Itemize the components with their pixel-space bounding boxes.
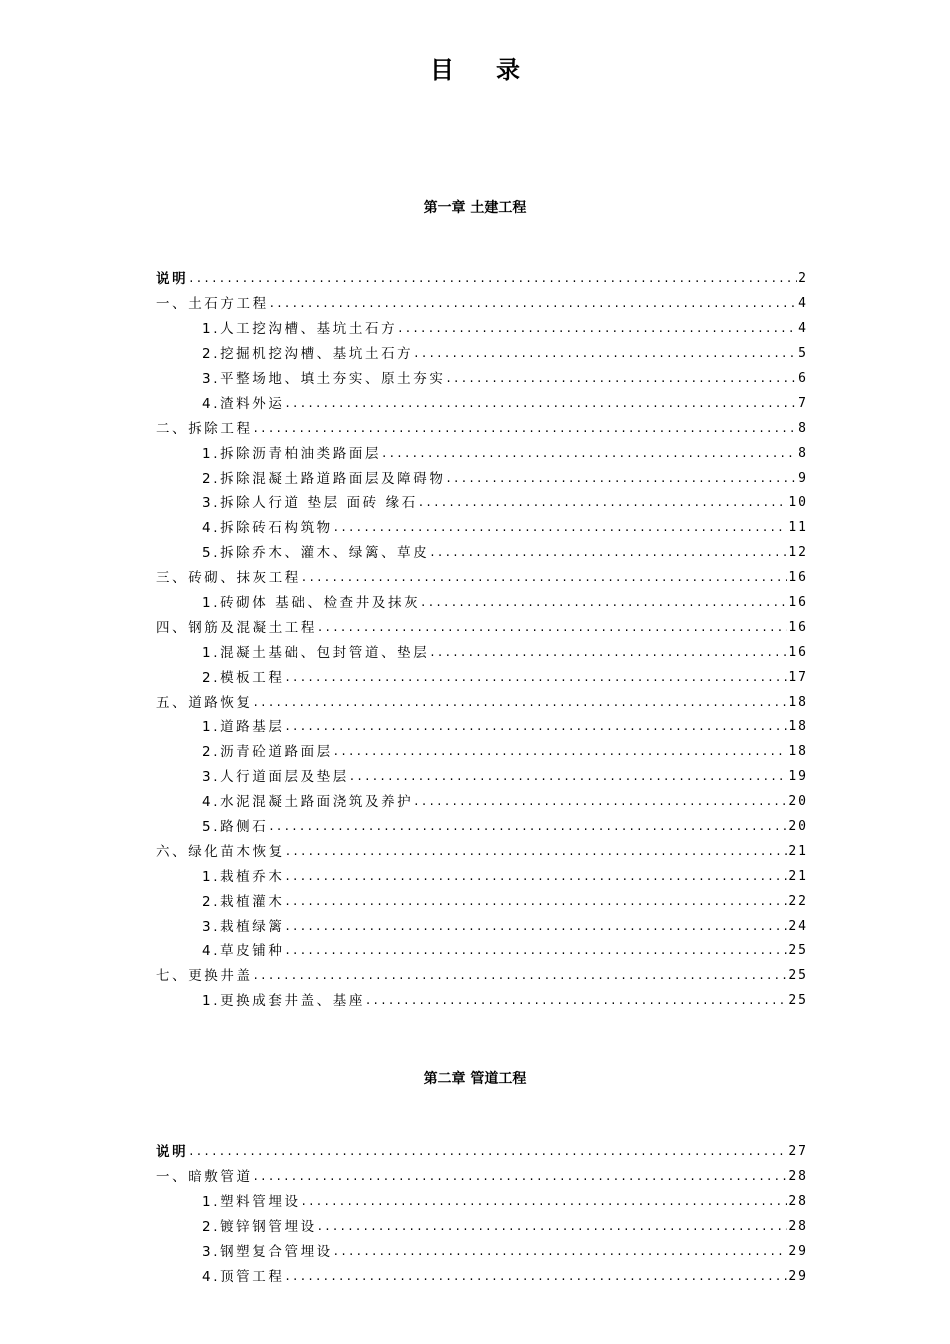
dot-leader [285, 917, 787, 937]
toc-entry-page-number: 25 [788, 943, 808, 959]
toc-entry-label: 1.塑料管埋设 [202, 1194, 301, 1211]
toc-entry-page-number: 8 [798, 420, 808, 436]
toc-entry[interactable] [156, 1165, 808, 1190]
toc-entry-label: 2.沥青砼道路面层 [202, 744, 333, 761]
toc-entry-label: 2.栽植灌木 [202, 893, 285, 910]
toc-entry-label: 4.渣料外运 [202, 395, 285, 412]
toc-entry-page-number: 2 [798, 271, 808, 287]
toc-entry[interactable] [156, 491, 808, 516]
toc-entry-page-number: 18 [788, 719, 808, 735]
dot-leader [334, 1242, 788, 1262]
toc-entry[interactable] [156, 1215, 808, 1240]
dot-leader [285, 892, 787, 912]
dot-leader [254, 693, 788, 713]
toc-entry-label: 5.路侧石 [202, 819, 269, 836]
toc-entry[interactable] [156, 1264, 808, 1289]
toc-entry-page-number: 6 [798, 371, 808, 386]
toc-entry[interactable] [156, 889, 808, 914]
toc-entry[interactable] [156, 665, 808, 690]
dot-leader [285, 941, 787, 961]
toc-entry-label: 1.混凝土基础、包封管道、垫层 [202, 644, 430, 661]
toc-entry[interactable] [156, 615, 808, 640]
dot-leader [366, 991, 787, 1011]
toc-entry-page-number: 28 [788, 1219, 808, 1235]
toc-entry-page-number: 22 [788, 893, 808, 909]
toc-entry-label: 1.砖砌体 基础、检查井及抹灰 [202, 595, 421, 612]
dot-leader [189, 269, 797, 289]
dot-leader [254, 966, 788, 986]
toc-entry[interactable] [156, 391, 808, 416]
toc-entry-page-number: 16 [788, 644, 808, 660]
dot-leader [254, 1167, 788, 1187]
dot-leader [421, 593, 787, 613]
toc-entry[interactable] [156, 566, 808, 591]
toc-entry-page-number: 27 [788, 1144, 808, 1160]
toc-entry-page-number: 5 [798, 346, 808, 362]
dot-leader [334, 742, 788, 762]
dot-leader [285, 394, 797, 414]
toc-entry-page-number: 29 [788, 1244, 808, 1259]
toc-entry-label: 1.人工挖沟槽、基坑土石方 [202, 321, 398, 338]
toc-entry[interactable] [156, 740, 808, 765]
dot-leader [318, 1217, 788, 1237]
toc-entry-page-number: 19 [788, 769, 808, 785]
toc-entry-label: 1.栽植乔木 [202, 868, 285, 885]
toc-entry[interactable] [156, 640, 808, 665]
toc-entry-label: 1.道路基层 [202, 719, 285, 736]
toc-entry[interactable] [156, 690, 808, 715]
dot-leader [430, 643, 787, 663]
toc-entry-page-number: 21 [788, 843, 808, 859]
toc-entry-page-number: 9 [798, 470, 808, 486]
toc-entry-label: 5.拆除乔木、灌木、绿篱、草皮 [202, 545, 430, 562]
dot-leader [414, 792, 787, 812]
dot-leader [419, 493, 787, 513]
toc-entry-page-number: 8 [798, 445, 808, 461]
toc-entry-page-number: 12 [788, 545, 808, 561]
toc-entry-page-number: 20 [788, 819, 808, 835]
dot-leader [254, 419, 798, 439]
toc-entry-page-number: 25 [788, 968, 808, 984]
toc-entry-label: 4.顶管工程 [202, 1268, 285, 1285]
toc-entry-page-number: 18 [788, 694, 808, 710]
toc-entry-label: 3.平整场地、填土夯实、原土夯实 [202, 371, 446, 387]
toc-entry[interactable] [156, 1240, 808, 1265]
toc-entry-label: 4.拆除砖石构筑物 [202, 520, 333, 537]
toc-entry[interactable] [156, 815, 808, 840]
toc-entry-label: 五、道路恢复 [156, 694, 253, 711]
toc-entry-label: 说明 [156, 1144, 189, 1161]
toc-entry-page-number: 29 [788, 1268, 808, 1284]
toc-entry[interactable] [156, 516, 808, 541]
toc-entry-label: 2.镀锌钢管埋设 [202, 1219, 317, 1236]
toc-entry-label: 4.水泥混凝土路面浇筑及养护 [202, 794, 414, 811]
toc-entry-page-number: 17 [788, 669, 808, 685]
toc-entry[interactable] [156, 441, 808, 466]
toc-entry-page-number: 28 [788, 1194, 808, 1210]
toc-entry-page-number: 25 [788, 993, 808, 1009]
toc-entry-label: 说明 [156, 271, 189, 288]
toc-entry-label: 1.更换成套井盖、基座 [202, 993, 365, 1010]
dot-leader [302, 1192, 788, 1212]
toc-entry-label: 3.人行道面层及垫层 [202, 769, 349, 786]
toc-entry-label: 一、土石方工程 [156, 296, 269, 313]
toc-entry-page-number: 18 [788, 744, 808, 760]
dot-leader [189, 1142, 787, 1162]
toc-entry[interactable] [156, 416, 808, 441]
toc-entry-page-number: 10 [788, 495, 808, 511]
toc-entry[interactable] [156, 541, 808, 566]
toc-entry[interactable] [156, 317, 808, 342]
dot-leader [285, 867, 787, 887]
toc-entry-label: 七、更换井盖 [156, 968, 253, 985]
toc-entry[interactable] [156, 790, 808, 815]
toc-entry[interactable] [156, 1140, 808, 1165]
toc-entry[interactable] [156, 989, 808, 1014]
toc-entry-label: 四、钢筋及混凝土工程 [156, 619, 317, 636]
toc-entry[interactable] [156, 342, 808, 367]
dot-leader [285, 668, 787, 688]
dot-leader [398, 319, 797, 339]
toc-title: 目录 [430, 56, 562, 84]
toc-entry-page-number: 4 [798, 321, 808, 337]
toc-entry-page-number: 4 [798, 296, 808, 312]
dot-leader [302, 568, 787, 588]
dot-leader [269, 817, 787, 837]
toc-entry-label: 2.拆除混凝土路道路面层及障碍物 [202, 470, 446, 487]
toc-entry[interactable] [156, 1190, 808, 1215]
toc-entry[interactable] [156, 367, 808, 392]
toc-entry-label: 3.钢塑复合管埋设 [202, 1244, 333, 1260]
toc-entry[interactable] [156, 292, 808, 317]
toc-entry-page-number: 16 [788, 570, 808, 586]
toc-entry-page-number: 16 [788, 595, 808, 611]
toc-entry-label: 3.拆除人行道 垫层 面砖 缘石 [202, 495, 418, 512]
toc-entry-label: 4.草皮铺种 [202, 943, 285, 960]
toc-entry[interactable] [156, 839, 808, 864]
toc-entry-page-number: 11 [788, 520, 808, 536]
toc-entry[interactable] [156, 964, 808, 989]
toc-entry[interactable] [156, 466, 808, 491]
toc-entry-page-number: 28 [788, 1169, 808, 1185]
dot-leader [350, 767, 787, 787]
toc-entry-label: 2.模板工程 [202, 669, 285, 686]
toc-entry-label: 二、拆除工程 [156, 420, 253, 437]
dot-leader [285, 717, 787, 737]
dot-leader [318, 618, 787, 638]
toc-entry[interactable] [156, 267, 808, 292]
toc-entry-label: 3.栽植绿篱 [202, 918, 285, 935]
toc-entry[interactable] [156, 715, 808, 740]
dot-leader [286, 842, 788, 862]
dot-leader [414, 344, 797, 364]
toc-entry-page-number: 16 [788, 619, 808, 635]
chapter-1-toc [156, 267, 808, 1014]
chapter-1-heading: 第一章 土建工程 [423, 200, 527, 216]
toc-entry[interactable] [156, 914, 808, 939]
dot-leader [270, 294, 797, 314]
toc-entry-page-number: 20 [788, 794, 808, 810]
toc-entry-page-number: 24 [788, 918, 808, 934]
chapter-2-heading: 第二章 管道工程 [423, 1071, 527, 1087]
toc-entry[interactable] [156, 864, 808, 889]
toc-entry[interactable] [156, 591, 808, 616]
dot-leader [430, 543, 787, 563]
toc-entry-page-number: 21 [788, 868, 808, 884]
dot-leader [446, 369, 797, 389]
toc-entry-page-number: 7 [798, 395, 808, 411]
toc-entry-label: 一、暗敷管道 [156, 1169, 253, 1186]
dot-leader [285, 1267, 787, 1287]
toc-entry-label: 三、砖砌、抹灰工程 [156, 570, 301, 587]
toc-entry-label: 六、绿化苗木恢复 [156, 843, 285, 860]
dot-leader [382, 444, 797, 464]
dot-leader [334, 518, 788, 538]
chapter-2-toc [156, 1140, 808, 1289]
toc-entry[interactable] [156, 765, 808, 790]
toc-entry-label: 2.挖掘机挖沟槽、基坑土石方 [202, 346, 414, 363]
toc-entry-label: 1.拆除沥青柏油类路面层 [202, 445, 382, 462]
dot-leader [446, 469, 797, 489]
toc-entry[interactable] [156, 939, 808, 964]
